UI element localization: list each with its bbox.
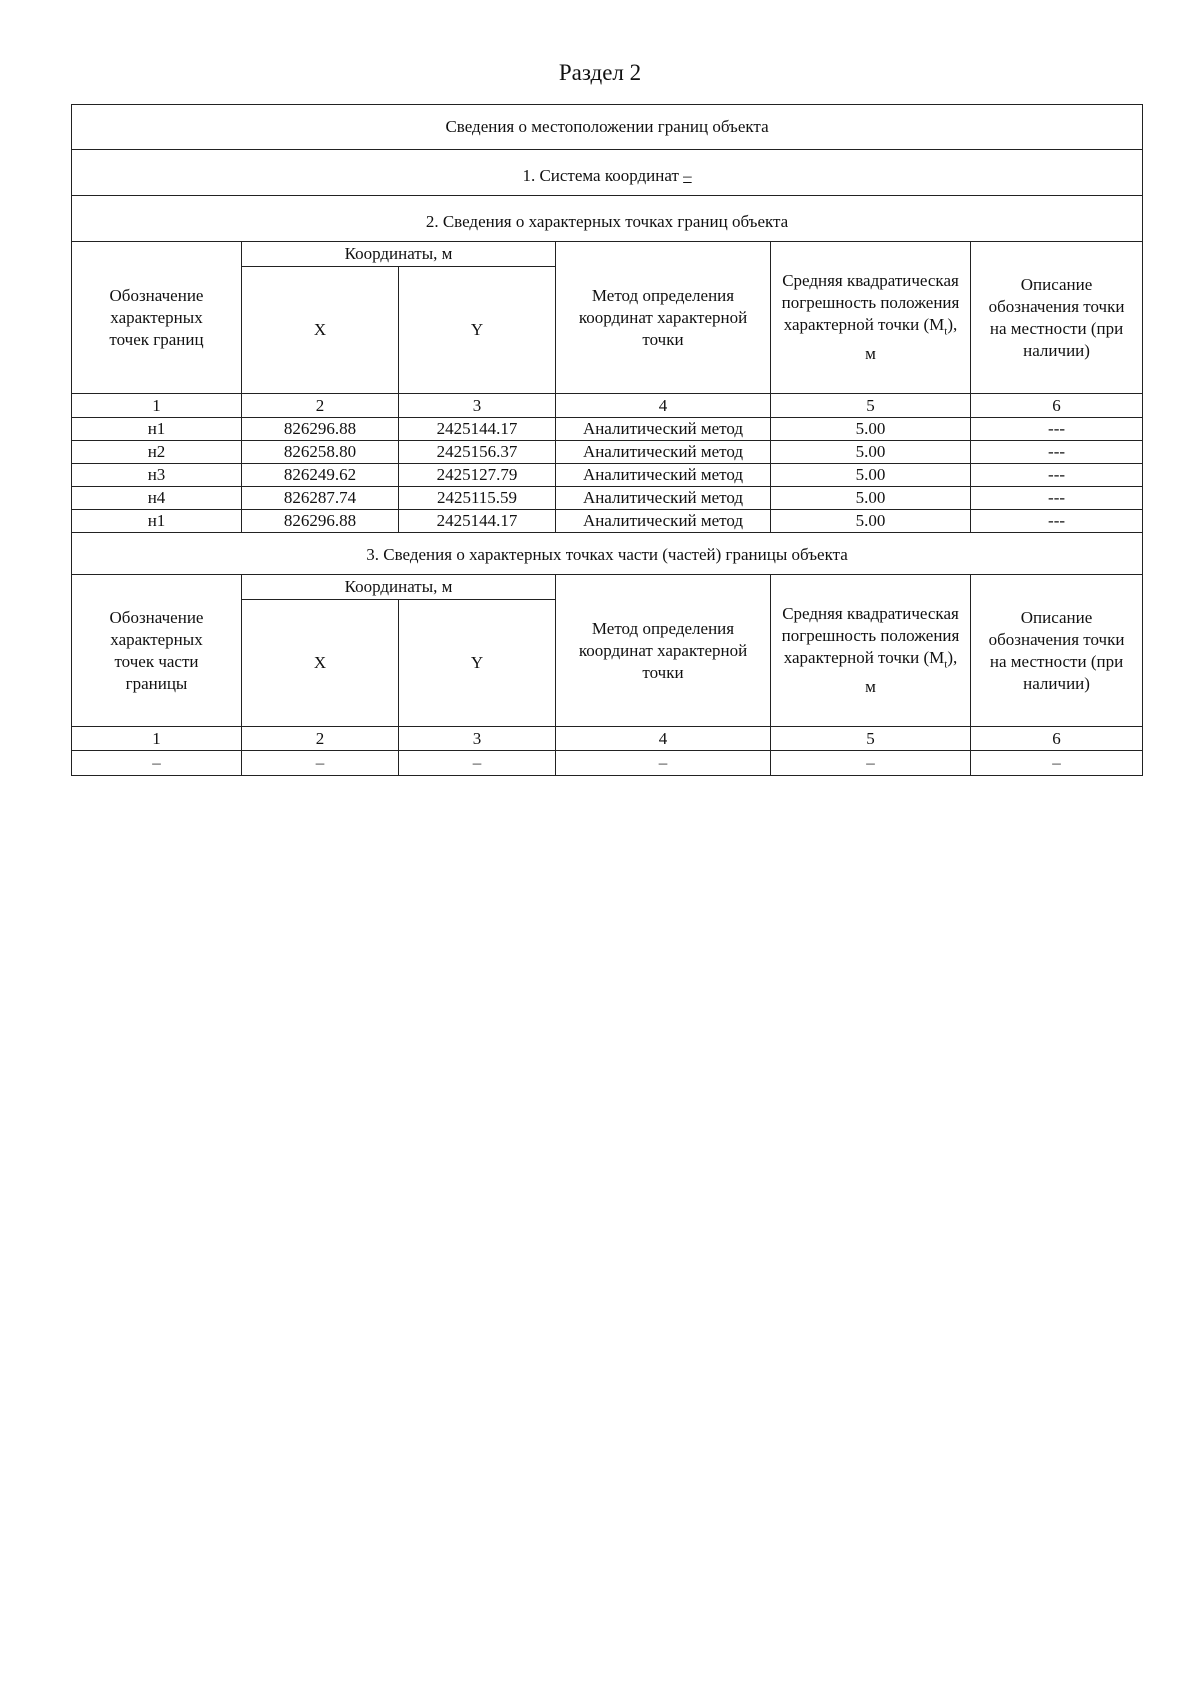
part-point-method: – xyxy=(556,751,771,776)
point-description: --- xyxy=(971,418,1143,441)
section-title: Раздел 2 xyxy=(558,60,642,85)
coord-system-row xyxy=(72,150,1143,196)
column-number: 1 xyxy=(72,727,242,751)
column-number: 2 xyxy=(242,727,399,751)
point-description: --- xyxy=(971,487,1143,510)
table-row xyxy=(72,487,1143,510)
coord-system-value: – xyxy=(683,165,692,185)
point-method: Аналитический метод xyxy=(556,510,771,533)
column-number: 6 xyxy=(971,727,1143,751)
header-point-designation: Обозначение характерных точек границ xyxy=(72,242,242,394)
column-number: 2 xyxy=(242,394,399,418)
point-y: 2425115.59 xyxy=(399,487,556,510)
point-description: --- xyxy=(971,510,1143,533)
header-coordinates: Координаты, м xyxy=(242,242,556,267)
point-y: 2425144.17 xyxy=(399,418,556,441)
point-x: 826296.88 xyxy=(242,418,399,441)
point-method: Аналитический метод xyxy=(556,418,771,441)
header-part-point-designation: Обозначение характерных точек части границы xyxy=(72,575,242,727)
header-method: Метод определения координат характерной точки xyxy=(556,575,771,727)
point-id: н1 xyxy=(72,510,242,533)
header-description: Описание обозначения точки на местности (при наличии) xyxy=(971,242,1143,394)
point-y: 2425127.79 xyxy=(399,464,556,487)
column-number: 5 xyxy=(771,394,971,418)
header-accuracy-text: Средняя квадратическая погрешность положения характерной точки (M xyxy=(781,604,960,668)
header-accuracy-text: Средняя квадратическая погрешность положения характерной точки (M xyxy=(781,271,960,335)
point-id: н1 xyxy=(72,418,242,441)
point-method: Аналитический метод xyxy=(556,441,771,464)
table-row xyxy=(72,464,1143,487)
point-x: 826249.62 xyxy=(242,464,399,487)
point-accuracy: 5.00 xyxy=(771,418,971,441)
point-y: 2425144.17 xyxy=(399,510,556,533)
column-number: 6 xyxy=(971,394,1143,418)
header-x: X xyxy=(242,267,399,394)
point-y: 2425156.37 xyxy=(399,441,556,464)
header-coordinates: Координаты, м xyxy=(242,575,556,600)
point-description: --- xyxy=(971,441,1143,464)
section2-title: 2. Сведения о характерных точках границ объекта xyxy=(72,196,1143,242)
column-number: 3 xyxy=(399,394,556,418)
column-number: 3 xyxy=(399,727,556,751)
point-method: Аналитический метод xyxy=(556,464,771,487)
header-accuracy-sub: t xyxy=(944,658,948,671)
table-title: Сведения о местоположении границ объекта xyxy=(72,105,1143,150)
point-id: н3 xyxy=(72,464,242,487)
table-row xyxy=(72,751,1143,776)
point-accuracy: 5.00 xyxy=(771,487,971,510)
point-x: 826258.80 xyxy=(242,441,399,464)
point-x: 826296.88 xyxy=(242,510,399,533)
table-row xyxy=(72,510,1143,533)
header-description: Описание обозначения точки на местности (при наличии) xyxy=(971,575,1143,727)
column-number: 1 xyxy=(72,394,242,418)
part-point-id: – xyxy=(72,751,242,776)
boundary-table xyxy=(71,104,1143,776)
part-point-y: – xyxy=(399,751,556,776)
column-number: 4 xyxy=(556,394,771,418)
header-method: Метод определения координат характерной точки xyxy=(556,242,771,394)
header-accuracy-sub: t xyxy=(944,325,948,338)
point-description: --- xyxy=(971,464,1143,487)
part-point-x: – xyxy=(242,751,399,776)
table-row xyxy=(72,418,1143,441)
point-accuracy: 5.00 xyxy=(771,510,971,533)
header-y: Y xyxy=(399,600,556,727)
part-point-description: – xyxy=(971,751,1143,776)
column-number: 4 xyxy=(556,727,771,751)
point-id: н2 xyxy=(72,441,242,464)
section3-title: 3. Сведения о характерных точках части (частей) границы объекта xyxy=(72,533,1143,575)
point-method: Аналитический метод xyxy=(556,487,771,510)
header-accuracy xyxy=(771,575,971,727)
table-row xyxy=(72,441,1143,464)
part-point-accuracy: – xyxy=(771,751,971,776)
header-accuracy-suffix: ), м xyxy=(865,315,958,363)
header-y: Y xyxy=(399,267,556,394)
header-x: X xyxy=(242,600,399,727)
coord-system-label: 1. Система координат xyxy=(522,165,679,185)
header-accuracy-suffix: ), м xyxy=(865,648,958,696)
header-accuracy xyxy=(771,242,971,394)
point-accuracy: 5.00 xyxy=(771,464,971,487)
column-number: 5 xyxy=(771,727,971,751)
point-accuracy: 5.00 xyxy=(771,441,971,464)
point-id: н4 xyxy=(72,487,242,510)
point-x: 826287.74 xyxy=(242,487,399,510)
